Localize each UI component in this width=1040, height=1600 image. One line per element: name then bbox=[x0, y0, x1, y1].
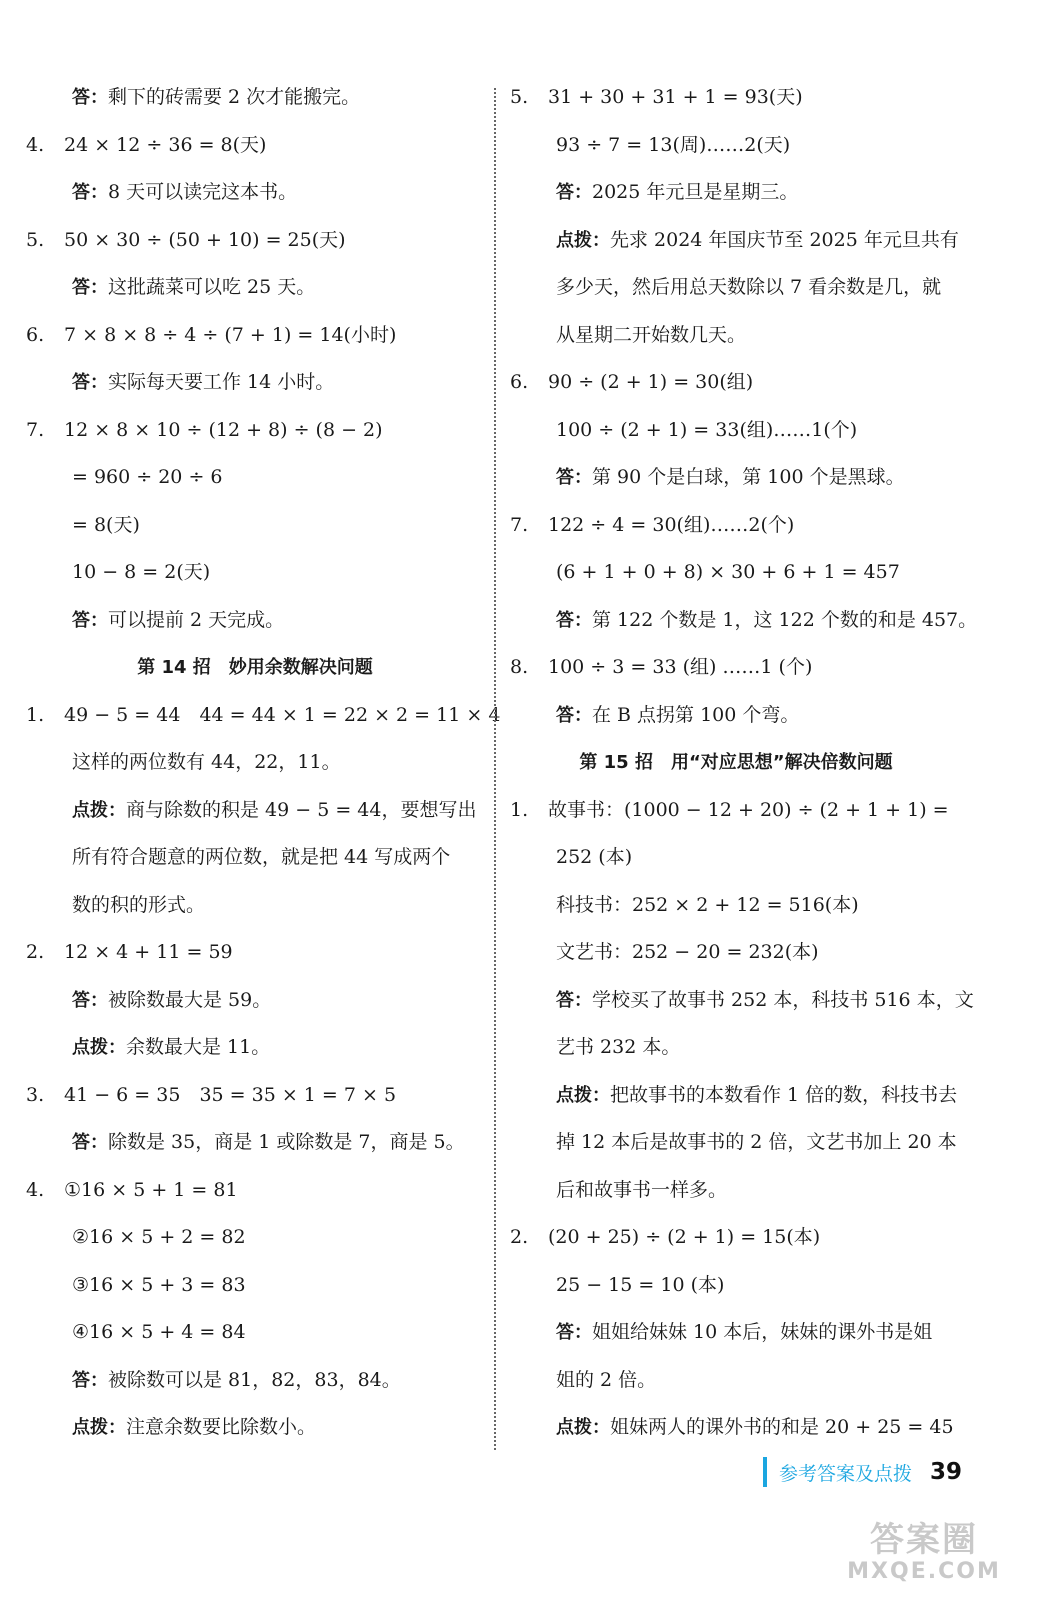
line-text bbox=[556, 834, 632, 882]
answer-label: 答： bbox=[556, 182, 592, 203]
answer-line bbox=[510, 1357, 962, 1405]
answer-line bbox=[510, 882, 962, 930]
answer-line bbox=[26, 1357, 484, 1405]
problem-number: 7. bbox=[510, 513, 529, 536]
watermark-logo bbox=[834, 1522, 1014, 1584]
line-text bbox=[556, 1357, 656, 1405]
answer-line bbox=[26, 1024, 484, 1072]
answer-line bbox=[26, 929, 484, 977]
answer-line bbox=[510, 407, 962, 455]
answer-label: 答： bbox=[72, 989, 108, 1011]
line-content: 这样的两位数有 44，22，11。 bbox=[72, 751, 341, 773]
line-content: 科技书：252 × 2 + 12 = 516(本) bbox=[556, 893, 859, 916]
line-text bbox=[64, 1072, 396, 1120]
line-text bbox=[72, 74, 360, 122]
answer-line bbox=[26, 1309, 484, 1357]
line-text bbox=[548, 1214, 820, 1262]
line-content: 100 ÷ (2 + 1) = 33(组)……1(个) bbox=[556, 418, 858, 441]
answer-label: 答： bbox=[72, 609, 108, 631]
line-content: 注意余数要比除数小。 bbox=[126, 1416, 317, 1438]
line-text bbox=[64, 692, 500, 740]
answer-line bbox=[510, 1167, 962, 1215]
answer-line bbox=[26, 502, 484, 550]
line-content: 被除数最大是 59。 bbox=[108, 988, 272, 1011]
line-content: 12 × 4 + 11 = 59 bbox=[64, 941, 233, 963]
line-text bbox=[556, 407, 857, 455]
line-text bbox=[548, 359, 753, 407]
line-text bbox=[556, 1309, 932, 1357]
line-content: 数的积的形式。 bbox=[72, 893, 206, 916]
line-text bbox=[556, 597, 977, 645]
line-content: 后和故事书一样多。 bbox=[556, 1178, 728, 1201]
page-number: 39 bbox=[929, 1459, 962, 1485]
answer-line bbox=[26, 169, 484, 217]
line-content: 在 B 点拐第 100 个弯。 bbox=[592, 703, 800, 726]
line-content: 49 − 5 = 44 44 = 44 × 1 = 22 × 2 = 11 × 4 bbox=[64, 703, 501, 726]
line-text bbox=[72, 1404, 316, 1452]
line-content: 先求 2024 年国庆节至 2025 年元旦共有 bbox=[610, 228, 959, 251]
hint-label: 点拨： bbox=[72, 1037, 126, 1058]
answer-line bbox=[510, 264, 962, 312]
answer-line bbox=[510, 692, 962, 740]
answer-line bbox=[510, 787, 962, 835]
line-text bbox=[548, 787, 949, 835]
line-content: 10 − 8 = 2(天) bbox=[72, 561, 211, 583]
answer-line bbox=[26, 122, 484, 170]
section-heading: 第 14 招 妙用余数解决问题 bbox=[137, 657, 373, 678]
line-content: 12 × 8 × 10 ÷ (12 + 8) ÷ (8 − 2) bbox=[64, 418, 383, 441]
answer-line bbox=[510, 1309, 962, 1357]
problem-number: 4. bbox=[26, 1178, 45, 1201]
line-text bbox=[556, 549, 900, 597]
line-text bbox=[72, 1262, 246, 1310]
line-text bbox=[72, 597, 284, 645]
problem-number: 5. bbox=[26, 228, 45, 251]
line-content: 可以提前 2 天完成。 bbox=[108, 608, 285, 631]
problem-number: 2. bbox=[510, 1226, 529, 1248]
line-text bbox=[72, 739, 341, 787]
answer-line bbox=[510, 122, 962, 170]
line-text bbox=[72, 1119, 465, 1167]
line-text bbox=[556, 312, 746, 360]
problem-number: 6. bbox=[510, 371, 529, 393]
answer-label: 答： bbox=[556, 704, 592, 726]
answer-line bbox=[510, 977, 974, 1025]
left-column bbox=[26, 74, 501, 1452]
line-text bbox=[72, 169, 297, 217]
line-text bbox=[556, 929, 819, 977]
line-text bbox=[72, 502, 140, 550]
line-content: 31 + 30 + 31 + 1 = 93(天) bbox=[548, 86, 803, 108]
hint-label: 点拨： bbox=[556, 1417, 610, 1438]
line-content: (6 + 1 + 0 + 8) × 30 + 6 + 1 = 457 bbox=[556, 561, 900, 583]
line-text bbox=[64, 217, 346, 265]
answer-line bbox=[510, 1119, 962, 1167]
line-content: ①16 × 5 + 1 = 81 bbox=[64, 1178, 238, 1201]
line-content: 所有符合题意的两位数，就是把 44 写成两个 bbox=[72, 846, 451, 868]
line-text bbox=[556, 169, 798, 217]
answer-line bbox=[26, 834, 484, 882]
answer-line bbox=[510, 454, 962, 502]
problem-number: 8. bbox=[510, 656, 529, 678]
line-text bbox=[556, 264, 941, 312]
problem-number: 7. bbox=[26, 418, 45, 441]
answer-label: 答： bbox=[72, 1132, 108, 1153]
problem-number: 3. bbox=[26, 1083, 45, 1106]
line-text bbox=[556, 1404, 954, 1452]
answer-line bbox=[510, 549, 962, 597]
answer-line bbox=[26, 1119, 484, 1167]
line-content: 把故事书的本数看作 1 倍的数，科技书去 bbox=[610, 1083, 958, 1106]
answer-label: 答： bbox=[72, 87, 108, 108]
line-text bbox=[72, 1357, 401, 1405]
line-content: 50 × 30 ÷ (50 + 10) = 25(天) bbox=[64, 228, 346, 251]
line-text bbox=[548, 644, 812, 692]
section-heading: 第 15 招 用“对应思想”解决倍数问题 bbox=[579, 752, 893, 773]
watermark-text: 答案圈 bbox=[870, 1520, 978, 1561]
line-text bbox=[72, 1024, 270, 1072]
answer-line bbox=[510, 359, 962, 407]
answer-line bbox=[26, 1262, 484, 1310]
line-text bbox=[556, 217, 959, 265]
answer-line bbox=[510, 169, 962, 217]
line-content: 122 ÷ 4 = 30(组)……2(个) bbox=[548, 513, 795, 536]
hint-label: 点拨： bbox=[72, 1417, 126, 1438]
hint-label: 点拨： bbox=[556, 229, 610, 251]
line-text bbox=[72, 454, 223, 502]
line-content: 从星期二开始数几天。 bbox=[556, 323, 747, 346]
problem-number: 4. bbox=[26, 133, 45, 156]
line-content: = 960 ÷ 20 ÷ 6 bbox=[72, 466, 223, 488]
line-content: 除数是 35，商是 1 或除数是 7，商是 5。 bbox=[108, 1131, 465, 1153]
line-text bbox=[72, 264, 315, 312]
answer-line bbox=[510, 74, 962, 122]
line-content: 商与除数的积是 49 − 5 = 44，要想写出 bbox=[126, 798, 477, 821]
answer-line bbox=[26, 977, 484, 1025]
answer-label: 答： bbox=[72, 277, 108, 298]
answer-line bbox=[26, 74, 484, 122]
answer-line bbox=[510, 1024, 962, 1072]
answer-line bbox=[26, 359, 484, 407]
line-content: 故事书：(1000 − 12 + 20) ÷ (2 + 1 + 1) = bbox=[548, 798, 949, 821]
answer-line bbox=[26, 692, 501, 740]
line-content: 8 天可以读完这本书。 bbox=[108, 181, 298, 203]
answer-line bbox=[510, 1214, 962, 1262]
line-content: 93 ÷ 7 = 13(周)……2(天) bbox=[556, 133, 791, 156]
watermark-url: MXQE.COM bbox=[847, 1558, 1001, 1584]
hint-label: 点拨： bbox=[72, 799, 126, 821]
answer-label: 答： bbox=[72, 182, 108, 203]
hint-label: 点拨： bbox=[556, 1084, 610, 1106]
answer-line bbox=[26, 312, 484, 360]
line-text bbox=[556, 1167, 727, 1215]
line-text bbox=[548, 74, 803, 122]
answer-line bbox=[510, 834, 962, 882]
line-content: 100 ÷ 3 = 33 (组) ……1 (个) bbox=[548, 656, 813, 678]
line-text bbox=[556, 454, 905, 502]
line-text bbox=[72, 549, 210, 597]
line-text bbox=[556, 1119, 957, 1167]
line-content: 252 (本) bbox=[556, 846, 633, 868]
line-content: = 8(天) bbox=[72, 513, 140, 536]
line-content: 实际每天要工作 14 小时。 bbox=[108, 371, 335, 393]
line-content: 90 ÷ (2 + 1) = 30(组) bbox=[548, 371, 754, 393]
line-text bbox=[72, 977, 271, 1025]
line-content: 被除数可以是 81，82，83，84。 bbox=[108, 1368, 401, 1391]
line-content: ④16 × 5 + 4 = 84 bbox=[72, 1321, 246, 1343]
answer-line bbox=[510, 1404, 962, 1452]
answer-line bbox=[26, 407, 484, 455]
line-content: 这批蔬菜可以吃 25 天。 bbox=[108, 276, 316, 298]
answer-line bbox=[26, 217, 484, 265]
line-content: 24 × 12 ÷ 36 = 8(天) bbox=[64, 133, 267, 156]
line-content: 7 × 8 × 8 ÷ 4 ÷ (7 + 1) = 14(小时) bbox=[64, 323, 397, 346]
problem-number: 2. bbox=[26, 941, 45, 963]
line-content: 25 − 15 = 10 (本) bbox=[556, 1273, 725, 1296]
line-text bbox=[64, 1167, 238, 1215]
line-content: 姐妹两人的课外书的和是 20 + 25 = 45 bbox=[610, 1416, 954, 1438]
answer-line bbox=[26, 597, 484, 645]
line-text bbox=[64, 312, 396, 360]
answer-label: 答： bbox=[556, 467, 592, 488]
line-text bbox=[556, 122, 790, 170]
footer-label: 参考答案及点拨 bbox=[778, 1462, 912, 1485]
line-text bbox=[64, 122, 266, 170]
line-content: 2025 年元旦是星期三。 bbox=[592, 181, 799, 203]
answer-line bbox=[510, 1262, 962, 1310]
page-footer bbox=[763, 1456, 962, 1488]
answer-line bbox=[510, 597, 978, 645]
line-content: 学校买了故事书 252 本，科技书 516 本，文 bbox=[592, 988, 974, 1011]
answer-line bbox=[510, 1072, 962, 1120]
line-content: 41 − 6 = 35 35 = 35 × 1 = 7 × 5 bbox=[64, 1083, 397, 1106]
line-text bbox=[64, 407, 383, 455]
problem-number: 5. bbox=[510, 86, 529, 108]
footer-accent-bar bbox=[763, 1457, 767, 1487]
answer-label: 答： bbox=[556, 609, 592, 631]
answer-line bbox=[26, 1167, 484, 1215]
answer-line bbox=[26, 739, 484, 787]
answer-line bbox=[26, 787, 484, 835]
answer-line bbox=[510, 929, 962, 977]
line-text bbox=[72, 359, 334, 407]
line-text bbox=[72, 882, 205, 930]
line-text bbox=[556, 882, 859, 930]
line-content: 文艺书：252 − 20 = 232(本) bbox=[556, 941, 819, 963]
line-content: ②16 × 5 + 2 = 82 bbox=[72, 1226, 246, 1248]
answer-label: 答： bbox=[556, 989, 592, 1011]
answer-line bbox=[510, 217, 962, 265]
line-text bbox=[64, 929, 233, 977]
answer-line bbox=[26, 549, 484, 597]
answer-line bbox=[26, 1214, 484, 1262]
answer-label: 答： bbox=[556, 1322, 592, 1343]
line-content: 第 90 个是白球，第 100 个是黑球。 bbox=[592, 466, 905, 488]
line-content: 第 122 个数是 1，这 122 个数的和是 457。 bbox=[592, 608, 978, 631]
line-text bbox=[72, 1309, 246, 1357]
answer-line bbox=[26, 264, 484, 312]
line-text bbox=[556, 977, 974, 1025]
line-content: (20 + 25) ÷ (2 + 1) = 15(本) bbox=[548, 1226, 821, 1248]
problem-number: 1. bbox=[26, 703, 45, 726]
answer-label: 答： bbox=[72, 1369, 108, 1391]
line-content: 姐姐给妹妹 10 本后，妹妹的课外书是姐 bbox=[592, 1321, 933, 1343]
line-text bbox=[72, 834, 450, 882]
line-text bbox=[548, 502, 794, 550]
line-content: 掉 12 本后是故事书的 2 倍，文艺书加上 20 本 bbox=[556, 1131, 957, 1153]
column-divider bbox=[494, 88, 496, 1450]
answer-line bbox=[510, 644, 962, 692]
line-text bbox=[556, 692, 799, 740]
problem-number: 1. bbox=[510, 798, 529, 821]
problem-number: 6. bbox=[26, 323, 45, 346]
answer-line bbox=[510, 502, 962, 550]
answer-line bbox=[510, 312, 962, 360]
answer-line bbox=[26, 1404, 484, 1452]
line-content: 多少天，然后用总天数除以 7 看余数是几，就 bbox=[556, 276, 942, 298]
line-text bbox=[72, 787, 476, 835]
line-content: ③16 × 5 + 3 = 83 bbox=[72, 1273, 246, 1296]
line-text bbox=[556, 1072, 957, 1120]
right-column bbox=[510, 74, 978, 1452]
line-text bbox=[72, 1214, 246, 1262]
line-content: 姐的 2 倍。 bbox=[556, 1368, 657, 1391]
line-text bbox=[556, 1262, 724, 1310]
answer-line bbox=[26, 882, 484, 930]
line-text bbox=[556, 1024, 680, 1072]
answer-line bbox=[26, 454, 484, 502]
line-content: 剩下的砖需要 2 次才能搬完。 bbox=[108, 86, 361, 108]
line-content: 余数最大是 11。 bbox=[126, 1036, 271, 1058]
answer-label: 答： bbox=[72, 372, 108, 393]
line-content: 艺书 232 本。 bbox=[556, 1036, 681, 1058]
answer-line bbox=[26, 1072, 484, 1120]
